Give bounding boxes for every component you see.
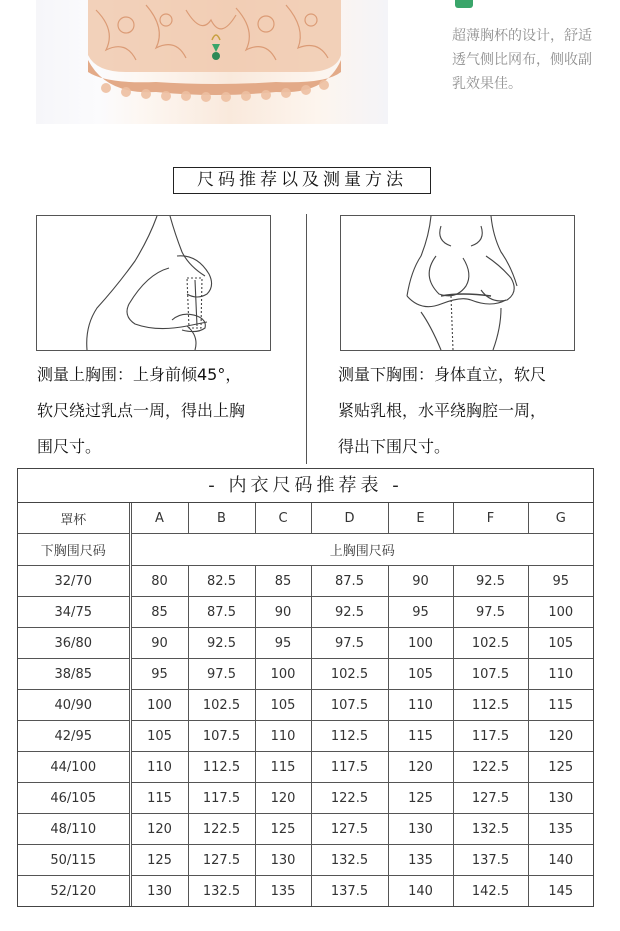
- underbust-size-cell: 38/85: [18, 659, 130, 690]
- cup-header-row: [18, 503, 593, 534]
- underbust-label: 下胸围尺码: [18, 534, 130, 566]
- overbust-value-cell: 97.5: [188, 659, 255, 690]
- table-row: [18, 690, 593, 721]
- overbust-value-cell: 105: [130, 721, 188, 752]
- overbust-value-cell: 132.5: [188, 876, 255, 907]
- overbust-value-cell: 97.5: [453, 597, 528, 628]
- table-row: [18, 783, 593, 814]
- overbust-value-cell: 122.5: [453, 752, 528, 783]
- feature-line: 透气侧比网布，侧收副: [452, 52, 592, 68]
- overbust-value-cell: 105: [255, 690, 311, 721]
- overbust-instructions: [37, 357, 245, 465]
- overbust-value-cell: 100: [130, 690, 188, 721]
- instruction-line: 测量下胸围：身体直立，软尺: [338, 365, 547, 384]
- overbust-value-cell: 90: [388, 566, 453, 597]
- overbust-value-cell: 117.5: [311, 752, 388, 783]
- overbust-value-cell: 142.5: [453, 876, 528, 907]
- table-row: [18, 597, 593, 628]
- product-photo: [36, 0, 388, 124]
- overbust-value-cell: 130: [130, 876, 188, 907]
- overbust-value-cell: 117.5: [188, 783, 255, 814]
- underbust-size-cell: 40/90: [18, 690, 130, 721]
- measure-header-row: [18, 534, 593, 566]
- overbust-sketch: [37, 216, 270, 350]
- overbust-value-cell: 115: [388, 721, 453, 752]
- feature-description: [452, 24, 612, 96]
- cup-header: A: [130, 503, 188, 534]
- overbust-value-cell: 107.5: [311, 690, 388, 721]
- underbust-measure-illustration: [340, 215, 575, 351]
- overbust-value-cell: 90: [130, 628, 188, 659]
- overbust-value-cell: 112.5: [188, 752, 255, 783]
- instruction-line: 软尺绕过乳点一周，得出上胸: [37, 401, 246, 420]
- overbust-value-cell: 125: [528, 752, 593, 783]
- overbust-value-cell: 130: [388, 814, 453, 845]
- underbust-size-cell: 36/80: [18, 628, 130, 659]
- overbust-value-cell: 87.5: [311, 566, 388, 597]
- cup-header: C: [255, 503, 311, 534]
- overbust-value-cell: 120: [528, 721, 593, 752]
- instruction-line: 测量上胸围：上身前倾45°，: [37, 365, 242, 384]
- overbust-value-cell: 115: [130, 783, 188, 814]
- overbust-value-cell: 95: [528, 566, 593, 597]
- overbust-value-cell: 117.5: [453, 721, 528, 752]
- table-row: [18, 876, 593, 907]
- overbust-value-cell: 110: [388, 690, 453, 721]
- overbust-value-cell: 100: [388, 628, 453, 659]
- overbust-value-cell: 102.5: [453, 628, 528, 659]
- overbust-value-cell: 95: [388, 597, 453, 628]
- feature-line: 超薄胸杯的设计，舒适: [452, 28, 592, 44]
- overbust-value-cell: 120: [130, 814, 188, 845]
- table-row: [18, 814, 593, 845]
- underbust-size-cell: 32/70: [18, 566, 130, 597]
- overbust-value-cell: 135: [255, 876, 311, 907]
- overbust-value-cell: 90: [255, 597, 311, 628]
- overbust-value-cell: 125: [255, 814, 311, 845]
- overbust-value-cell: 127.5: [311, 814, 388, 845]
- overbust-value-cell: 85: [130, 597, 188, 628]
- overbust-value-cell: 100: [255, 659, 311, 690]
- overbust-value-cell: 125: [130, 845, 188, 876]
- overbust-value-cell: 80: [130, 566, 188, 597]
- overbust-value-cell: 92.5: [188, 628, 255, 659]
- overbust-value-cell: 140: [528, 845, 593, 876]
- overbust-value-cell: 137.5: [453, 845, 528, 876]
- underbust-size-cell: 52/120: [18, 876, 130, 907]
- overbust-value-cell: 115: [255, 752, 311, 783]
- overbust-label: 上胸围尺码: [130, 534, 593, 566]
- cup-header: E: [388, 503, 453, 534]
- overbust-value-cell: 102.5: [188, 690, 255, 721]
- instruction-line: 围尺寸。: [37, 437, 102, 456]
- table-row: [18, 566, 593, 597]
- overbust-value-cell: 102.5: [311, 659, 388, 690]
- overbust-value-cell: 85: [255, 566, 311, 597]
- underbust-instructions: [338, 357, 546, 465]
- overbust-value-cell: 127.5: [453, 783, 528, 814]
- lace-bra-image: [36, 0, 388, 124]
- overbust-value-cell: 110: [528, 659, 593, 690]
- overbust-value-cell: 97.5: [311, 628, 388, 659]
- overbust-value-cell: 82.5: [188, 566, 255, 597]
- overbust-value-cell: 140: [388, 876, 453, 907]
- overbust-value-cell: 107.5: [453, 659, 528, 690]
- overbust-value-cell: 100: [528, 597, 593, 628]
- overbust-value-cell: 120: [255, 783, 311, 814]
- table-row: [18, 721, 593, 752]
- overbust-value-cell: 95: [255, 628, 311, 659]
- overbust-value-cell: 137.5: [311, 876, 388, 907]
- size-chart-title: - 内衣尺码推荐表 -: [18, 469, 593, 503]
- overbust-value-cell: 120: [388, 752, 453, 783]
- overbust-value-cell: 110: [130, 752, 188, 783]
- section-title: 尺码推荐以及测量方法: [173, 167, 431, 194]
- underbust-size-cell: 44/100: [18, 752, 130, 783]
- overbust-measure-illustration: [36, 215, 271, 351]
- underbust-size-cell: 34/75: [18, 597, 130, 628]
- overbust-value-cell: 130: [255, 845, 311, 876]
- table-row: [18, 659, 593, 690]
- overbust-value-cell: 135: [528, 814, 593, 845]
- overbust-value-cell: 122.5: [188, 814, 255, 845]
- table-row: [18, 752, 593, 783]
- overbust-value-cell: 95: [130, 659, 188, 690]
- overbust-value-cell: 132.5: [453, 814, 528, 845]
- overbust-value-cell: 132.5: [311, 845, 388, 876]
- size-chart: [17, 468, 594, 907]
- instruction-line: 紧贴乳根，水平绕胸腔一周，: [338, 401, 547, 420]
- cup-header: D: [311, 503, 388, 534]
- underbust-size-cell: 42/95: [18, 721, 130, 752]
- underbust-size-cell: 48/110: [18, 814, 130, 845]
- overbust-value-cell: 145: [528, 876, 593, 907]
- overbust-value-cell: 107.5: [188, 721, 255, 752]
- overbust-value-cell: 92.5: [311, 597, 388, 628]
- underbust-size-cell: 50/115: [18, 845, 130, 876]
- overbust-value-cell: 135: [388, 845, 453, 876]
- overbust-value-cell: 122.5: [311, 783, 388, 814]
- overbust-value-cell: 105: [528, 628, 593, 659]
- overbust-value-cell: 110: [255, 721, 311, 752]
- table-row: [18, 628, 593, 659]
- overbust-value-cell: 112.5: [453, 690, 528, 721]
- feature-badge: [455, 0, 473, 8]
- overbust-value-cell: 130: [528, 783, 593, 814]
- column-divider: [306, 214, 307, 464]
- size-chart-table: [18, 503, 593, 906]
- overbust-value-cell: 125: [388, 783, 453, 814]
- overbust-value-cell: 115: [528, 690, 593, 721]
- cup-header: G: [528, 503, 593, 534]
- overbust-value-cell: 87.5: [188, 597, 255, 628]
- underbust-sketch: [341, 216, 574, 350]
- instruction-line: 得出下围尺寸。: [338, 437, 451, 456]
- overbust-value-cell: 105: [388, 659, 453, 690]
- overbust-value-cell: 112.5: [311, 721, 388, 752]
- underbust-size-cell: 46/105: [18, 783, 130, 814]
- table-row: [18, 845, 593, 876]
- cup-header: B: [188, 503, 255, 534]
- overbust-value-cell: 92.5: [453, 566, 528, 597]
- cup-header: F: [453, 503, 528, 534]
- feature-line: 乳效果佳。: [452, 76, 522, 92]
- overbust-value-cell: 127.5: [188, 845, 255, 876]
- cup-label: 罩杯: [18, 503, 130, 534]
